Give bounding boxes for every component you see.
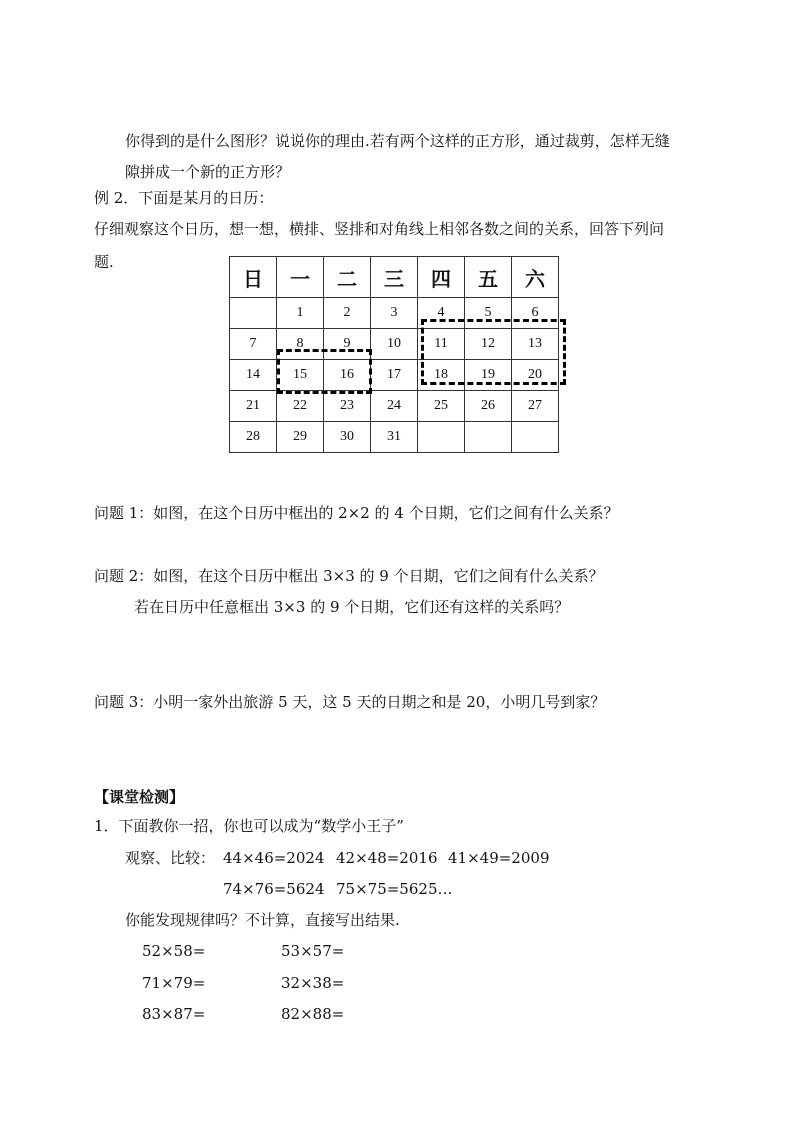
date-cell: 5 (465, 298, 512, 329)
text-line: 题. (94, 253, 114, 271)
date-cell: 13 (512, 329, 559, 360)
text-line: 隙拼成一个新的正方形？ (125, 163, 291, 181)
equation: 42×48=2016 (336, 849, 438, 867)
rule-prompt: 你能发现规律吗？不计算，直接写出结果. (125, 911, 400, 929)
equation: 41×49=2009 (448, 849, 550, 867)
date-cell: 4 (418, 298, 465, 329)
date-cell: 9 (324, 329, 371, 360)
date-cell: 12 (465, 329, 512, 360)
date-cell: 21 (230, 391, 277, 422)
problem: 83×87= (142, 1005, 206, 1023)
weekday-header: 一 (277, 257, 324, 298)
date-cell: 22 (277, 391, 324, 422)
date-cell: 16 (324, 360, 371, 391)
exercise-1: 1．下面教你一招，你也可以成为“数学小王子” (94, 817, 404, 835)
calendar-table (229, 256, 559, 453)
date-cell: 29 (277, 422, 324, 453)
example-heading: 例 2．下面是某月的日历： (94, 189, 274, 207)
date-cell (418, 422, 465, 453)
question-3: 问题 3：小明一家外出旅游 5 天，这 5 天的日期之和是 20，小明几号到家？ (94, 693, 606, 711)
date-cell (512, 422, 559, 453)
calendar-week-row (230, 391, 559, 422)
date-cell: 19 (465, 360, 512, 391)
problem: 53×57= (281, 942, 345, 960)
question-1: 问题 1：如图，在这个日历中框出的 2×2 的 4 个日期，它们之间有什么关系？ (94, 504, 619, 522)
date-cell: 6 (512, 298, 559, 329)
date-cell (465, 422, 512, 453)
question-2: 问题 2：如图，在这个日历中框出 3×3 的 9 个日期，它们之间有什么关系？ (94, 567, 604, 585)
observe-label: 观察、比较： (125, 849, 216, 867)
date-cell: 28 (230, 422, 277, 453)
weekday-header: 六 (512, 257, 559, 298)
problem: 71×79= (142, 974, 206, 992)
date-cell: 20 (512, 360, 559, 391)
calendar-week-row (230, 298, 559, 329)
date-cell: 2 (324, 298, 371, 329)
problem: 52×58= (142, 942, 206, 960)
problem: 82×88= (281, 1005, 345, 1023)
weekday-header: 三 (371, 257, 418, 298)
weekday-header: 日 (230, 257, 277, 298)
date-cell: 14 (230, 360, 277, 391)
weekday-header: 四 (418, 257, 465, 298)
section-heading: 【课堂检测】 (94, 788, 185, 806)
question-2-followup: 若在日历中任意框出 3×3 的 9 个日期，它们还有这样的关系吗？ (134, 598, 570, 616)
date-cell: 17 (371, 360, 418, 391)
equation: 44×46=2024 (223, 849, 325, 867)
date-cell: 3 (371, 298, 418, 329)
date-cell: 24 (371, 391, 418, 422)
calendar-header-row (230, 257, 559, 298)
weekday-header: 五 (465, 257, 512, 298)
date-cell: 15 (277, 360, 324, 391)
equation: 74×76=5624 (223, 880, 325, 898)
equation: 75×75=5625… (336, 880, 453, 898)
date-cell: 27 (512, 391, 559, 422)
date-cell: 8 (277, 329, 324, 360)
date-cell: 25 (418, 391, 465, 422)
date-cell: 18 (418, 360, 465, 391)
calendar-week-row (230, 329, 559, 360)
date-cell: 7 (230, 329, 277, 360)
date-cell (230, 298, 277, 329)
text-line: 仔细观察这个日历，想一想，横排、竖排和对角线上相邻各数之间的关系，回答下列问 (94, 220, 665, 238)
date-cell: 11 (418, 329, 465, 360)
weekday-header: 二 (324, 257, 371, 298)
calendar-week-row (230, 360, 559, 391)
date-cell: 26 (465, 391, 512, 422)
date-cell: 23 (324, 391, 371, 422)
date-cell: 30 (324, 422, 371, 453)
calendar-week-row (230, 422, 559, 453)
text-line: 你得到的是什么图形？说说你的理由.若有两个这样的正方形，通过裁剪，怎样无缝 (125, 132, 670, 150)
date-cell: 31 (371, 422, 418, 453)
date-cell: 1 (277, 298, 324, 329)
problem: 32×38= (281, 974, 345, 992)
date-cell: 10 (371, 329, 418, 360)
